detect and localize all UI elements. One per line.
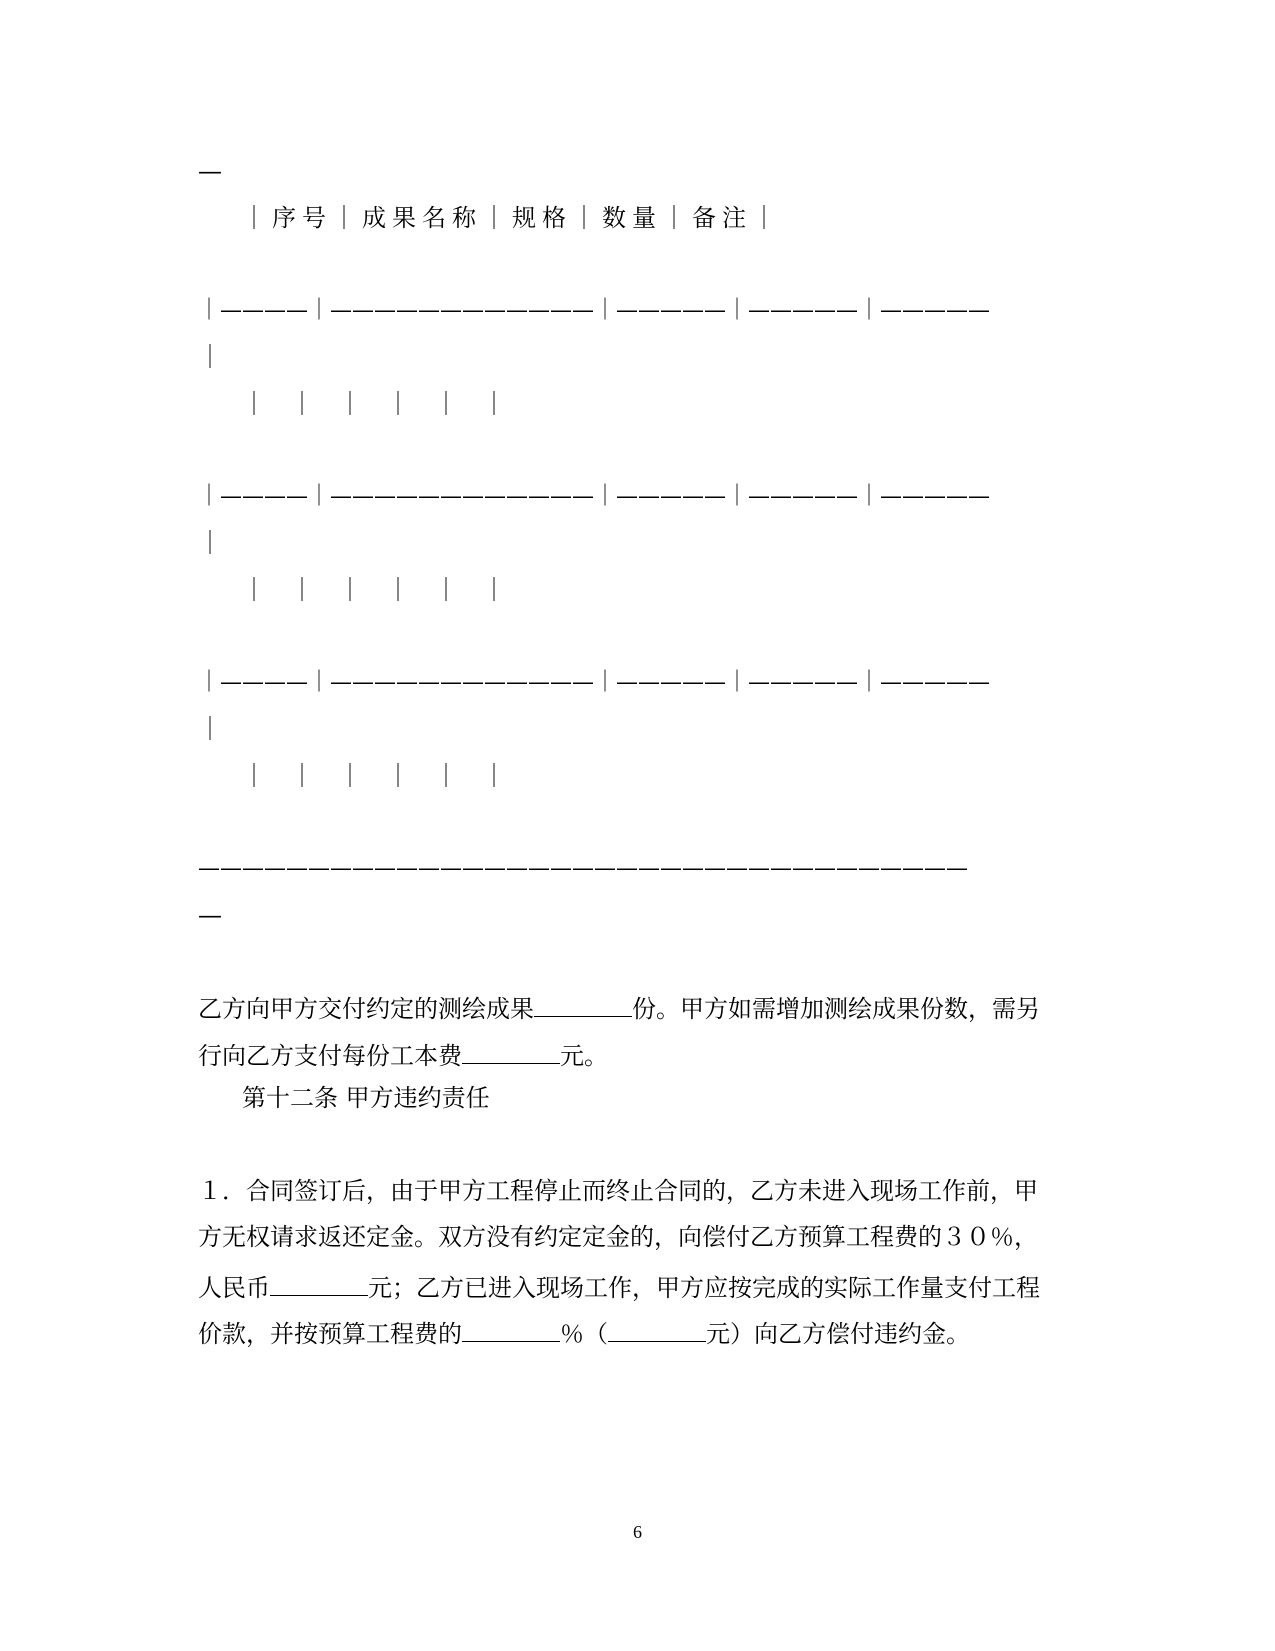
table-bottom-rule-end: — <box>198 901 222 929</box>
table-rule-row-3: ｜————｜————————————｜—————｜—————｜————— <box>198 670 991 695</box>
text: 乙方向甲方交付约定的测绘成果 <box>198 995 534 1023</box>
table-empty-row-2: ｜ ｜ ｜ ｜ ｜ ｜ <box>242 576 506 604</box>
paragraph-line <box>198 990 1040 1024</box>
table-rule-row-2: ｜————｜————————————｜—————｜—————｜————— <box>198 484 991 509</box>
paragraph-line <box>198 1037 608 1071</box>
paragraph-line: 方无权请求返还定金。双方没有约定定金的，向偿付乙方预算工程费的３０％， <box>198 1223 1038 1251</box>
table-rule-row-2-end: ｜ <box>198 529 222 557</box>
table-header-row: ｜序号｜成果名称｜规格｜数量｜备注｜ <box>242 204 782 232</box>
table-rule-row-1-end: ｜ <box>198 343 222 371</box>
table-bottom-rule: ——————————————————————————————————— <box>198 856 968 881</box>
table-rule-row-1: ｜————｜————————————｜—————｜—————｜————— <box>198 298 991 323</box>
page-number: 6 <box>633 1522 642 1542</box>
text: 价款，并按预算工程费的 <box>198 1320 462 1348</box>
table-empty-row-3: ｜ ｜ ｜ ｜ ｜ ｜ <box>242 762 506 790</box>
text: 元；乙方已进入现场工作，甲方应按完成的实际工作量支付工程 <box>368 1274 1040 1302</box>
table-top-dash: — <box>198 157 222 185</box>
text: 元。 <box>560 1042 608 1070</box>
blank-field <box>608 1315 706 1342</box>
table-empty-row-1: ｜ ｜ ｜ ｜ ｜ ｜ <box>242 390 506 418</box>
paragraph-line <box>198 1269 1040 1303</box>
blank-field <box>462 1037 560 1064</box>
text: ％（ <box>560 1320 608 1348</box>
text: 元）向乙方偿付违约金。 <box>706 1320 970 1348</box>
blank-field <box>462 1315 560 1342</box>
paragraph-line: １．合同签订后，由于甲方工程停止而终止合同的，乙方未进入现场工作前，甲 <box>198 1177 1038 1205</box>
text: 人民币 <box>198 1274 270 1302</box>
text: 行向乙方支付每份工本费 <box>198 1042 462 1070</box>
paragraph-line <box>198 1315 970 1349</box>
table-rule-row-3-end: ｜ <box>198 715 222 743</box>
blank-field <box>534 990 632 1017</box>
text: 份。甲方如需增加测绘成果份数，需另 <box>632 995 1040 1023</box>
blank-field <box>270 1269 368 1296</box>
article-12-heading: 第十二条 甲方违约责任 <box>242 1084 490 1112</box>
